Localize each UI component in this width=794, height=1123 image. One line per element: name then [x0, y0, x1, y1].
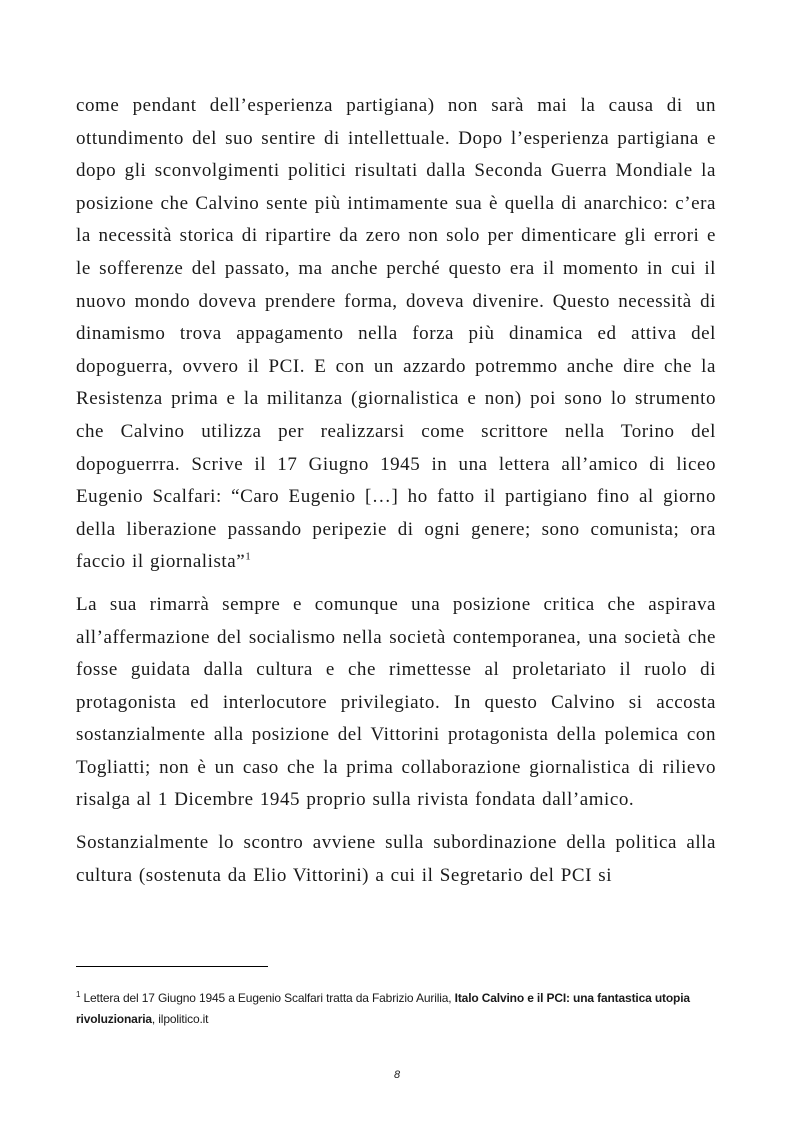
- paragraph-1-text: come pendant dell’esperienza partigiana) non sarà mai la causa di un ottundimento del suo sentire di intellettuale. Dopo l’esperienza partigiana e dopo gli sconvolgimenti politici risultati dalla Seconda Guerra Mondiale la posizione che Calvino sente più intimamente sua è quella di anarchico: c’era la necessità storica di ripartire da zero non solo per dimenticare gli errori e le sofferenze del passato, ma anche perché questo era il momento in cui il nuovo mondo doveva prendere forma, doveva divenire. Questo necessità di dinamismo trova appagamento nella forza più dinamica ed attiva del dopoguerra, ovvero il PCI. E con un azzardo potremmo anche dire che la Resistenza prima e la militanza (giornalistica e non) poi sono lo strumento che Calvino utilizza per realizzarsi come scrittore nella Torino del dopoguerrra. Scrive il 17 Giugno 1945 in una lettera all’amico di liceo Eugenio Scalfari: “Caro Eugenio […] ho fatto il partigiano fino al giorno della liberazione passando peripezie di ogni genere; sono comunista; ora faccio il giornalista”: [76, 95, 716, 573]
- footnote-prefix: Lettera del 17 Giugno 1945 a Eugenio Scalfari tratta da Fabrizio Aurilia,: [80, 991, 455, 1005]
- footnote-mark: 1: [76, 990, 81, 999]
- paragraph-2: [76, 589, 716, 817]
- footnote: [76, 988, 716, 1030]
- footnote-reference[interactable]: 1: [245, 550, 251, 563]
- footnote-suffix: , ilpolitico.it: [151, 1012, 209, 1026]
- paragraph-1: [76, 90, 716, 579]
- paragraph-3-text: Sostanzialmente lo scontro avviene sulla subordinazione della politica alla cultura (sostenuta da Elio Vittorini) a cui il Segretario del PCI si: [76, 832, 716, 886]
- footnote-separator: [76, 966, 268, 967]
- footnote-title: Italo Calvino e il PCI: una fantastica utopia rivoluzionaria: [76, 991, 690, 1026]
- paragraph-2-text: La sua rimarrà sempre e comunque una posizione critica che aspirava all’affermazione del socialismo nella società contemporanea, una società che fosse guidata dalla cultura e che rimettesse al proletariato il ruolo di protagonista ed interlocutore privilegiato. In questo Calvino si accosta sostanzialmente alla posizione del Vittorini protagonista della polemica con Togliatti; non è un caso che la prima collaborazione giornalistica di rilievo risalga al 1 Dicembre 1945 proprio sulla rivista fondata dall’amico.: [76, 593, 716, 811]
- paragraph-3: [76, 827, 716, 892]
- body-text: [76, 90, 716, 892]
- page-number: 8: [393, 1069, 401, 1081]
